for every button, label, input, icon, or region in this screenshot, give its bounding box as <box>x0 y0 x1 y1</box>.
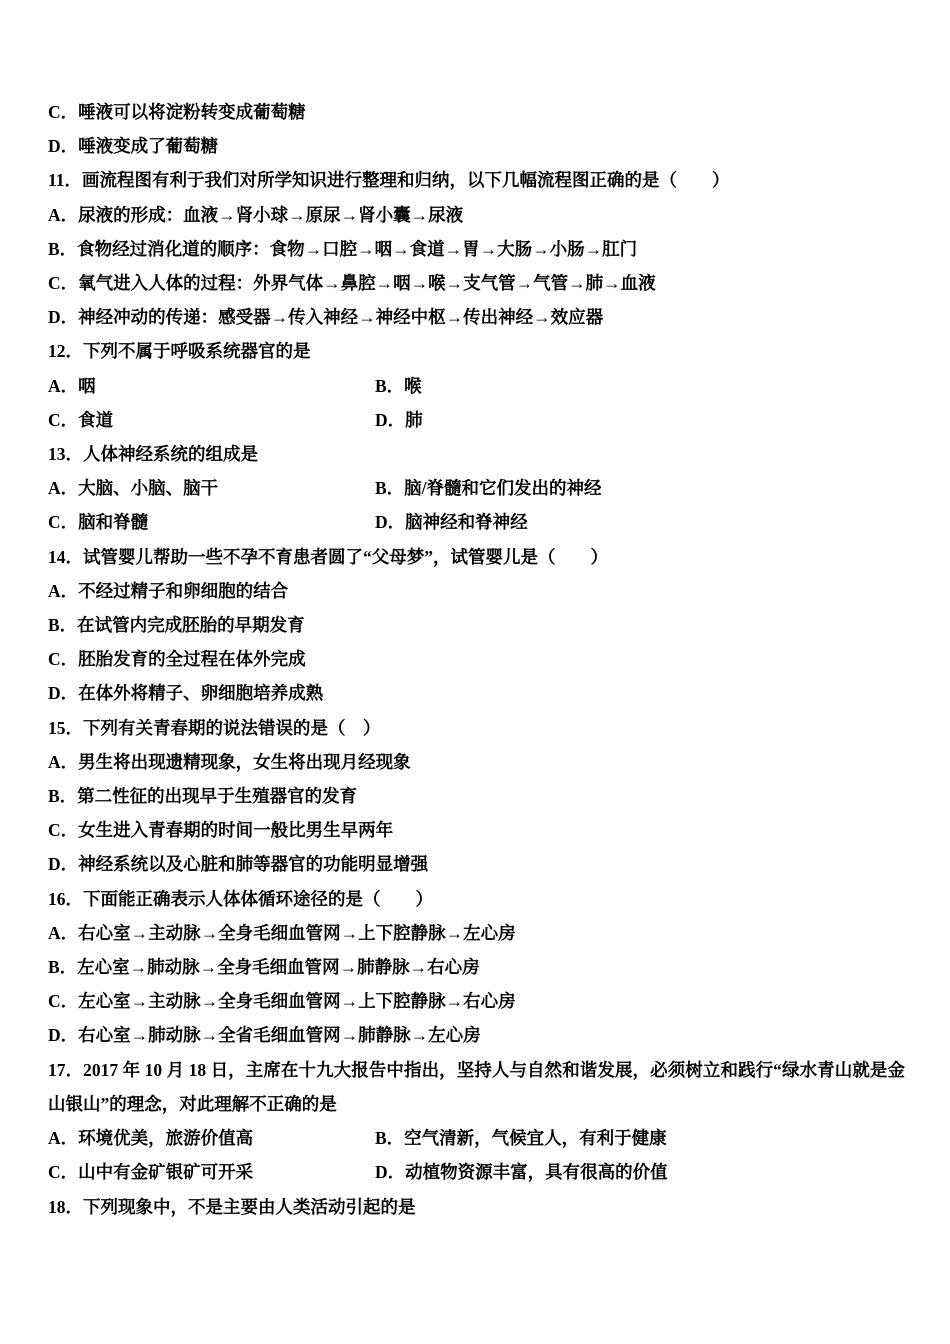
question-18-stem: 18．下列现象中，不是主要由人类活动引起的是 <box>48 1196 416 1217</box>
question-13-stem: 13．人体神经系统的组成是 <box>48 444 258 465</box>
question-12-option-row-1 <box>48 369 905 403</box>
question-17-stem: 17．2017 年 10 月 18 日，主席在十九大报告中指出，坚持人与自然和谐发展，必须树立和践行“绿水青山就是金山银山”的理念，对此理解不正确的是 <box>48 1059 905 1114</box>
question-14-stem: 14．试管婴儿帮助一些不孕不育患者圆了“父母梦”，试管婴儿是（ ） <box>48 546 608 567</box>
question-14-option-d: D．在体外将精子、卵细胞培养成熟 <box>48 683 324 704</box>
question-11-option-c: C．氧气进入人体的过程：外界气体→鼻腔→咽→喉→支气管→气管→肺→血液 <box>48 273 656 294</box>
question-17-option-d: D．动植物资源丰富，具有很高的价值 <box>375 1162 668 1183</box>
question-10-option-d: D．唾液变成了葡萄糖 <box>48 136 219 157</box>
question-12-stem: 12．下列不属于呼吸系统器官的是 <box>48 341 311 362</box>
question-11-stem: 11．画流程图有利于我们对所学知识进行整理和归纳，以下几幅流程图正确的是（ ） <box>48 170 730 191</box>
question-15-option-a: A．男生将出现遗精现象，女生将出现月经现象 <box>48 751 411 772</box>
question-13-option-c: C．脑和脊髓 <box>48 512 149 533</box>
question-11-option-d: D．神经冲动的传递：感受器→传入神经→神经中枢→传出神经→效应器 <box>48 307 604 328</box>
question-12-option-b: B．喉 <box>375 375 422 396</box>
question-17-option-a: A．环境优美，旅游价值高 <box>48 1128 254 1149</box>
question-17-option-c: C．山中有金矿银矿可开采 <box>48 1162 254 1183</box>
question-14-option-b: B．在试管内完成胚胎的早期发育 <box>48 615 305 636</box>
question-16-stem: 16．下面能正确表示人体体循环途径的是（ ） <box>48 888 433 909</box>
question-17-option-b: B．空气清新，气候宜人，有利于健康 <box>375 1128 667 1149</box>
question-16-option-b: B．左心室→肺动脉→全身毛细血管网→肺静脉→右心房 <box>48 957 480 978</box>
question-11-option-a: A．尿液的形成：血液→肾小球→原尿→肾小囊→尿液 <box>48 204 464 225</box>
question-16-option-c: C．左心室→主动脉→全身毛细血管网→上下腔静脉→右心房 <box>48 991 516 1012</box>
question-13-option-row-1 <box>48 471 905 505</box>
question-15-option-c: C．女生进入青春期的时间一般比男生早两年 <box>48 820 394 841</box>
question-13-option-a: A．大脑、小脑、脑干 <box>48 478 219 499</box>
question-16-option-d: D．右心室→肺动脉→全省毛细血管网→肺静脉→左心房 <box>48 1025 481 1046</box>
question-13-option-b: B．脑/脊髓和它们发出的神经 <box>375 478 602 499</box>
question-13-option-d: D．脑神经和脊神经 <box>375 512 528 533</box>
question-10-option-c: C．唾液可以将淀粉转变成葡萄糖 <box>48 102 306 122</box>
question-16-option-a: A．右心室→主动脉→全身毛细血管网→上下腔静脉→左心房 <box>48 922 516 943</box>
question-15-option-b: B．第二性征的出现早于生殖器官的发育 <box>48 786 358 807</box>
question-17-option-row-2 <box>48 1155 905 1189</box>
question-15-stem: 15．下列有关青春期的说法错误的是（ ） <box>48 717 381 738</box>
question-15-option-d: D．神经系统以及心脏和肺等器官的功能明显增强 <box>48 854 429 875</box>
question-12-option-a: A．咽 <box>48 375 96 396</box>
question-14-option-a: A．不经过精子和卵细胞的结合 <box>48 580 289 601</box>
question-12-option-c: C．食道 <box>48 409 114 430</box>
question-12-option-row-2 <box>48 403 905 437</box>
question-13-option-row-2 <box>48 505 905 539</box>
question-11-option-b: B．食物经过消化道的顺序：食物→口腔→咽→食道→胃→大肠→小肠→肛门 <box>48 238 638 259</box>
question-14-option-c: C．胚胎发育的全过程在体外完成 <box>48 649 306 670</box>
question-17-option-row-1 <box>48 1121 905 1155</box>
question-12-option-d: D．肺 <box>375 409 423 430</box>
